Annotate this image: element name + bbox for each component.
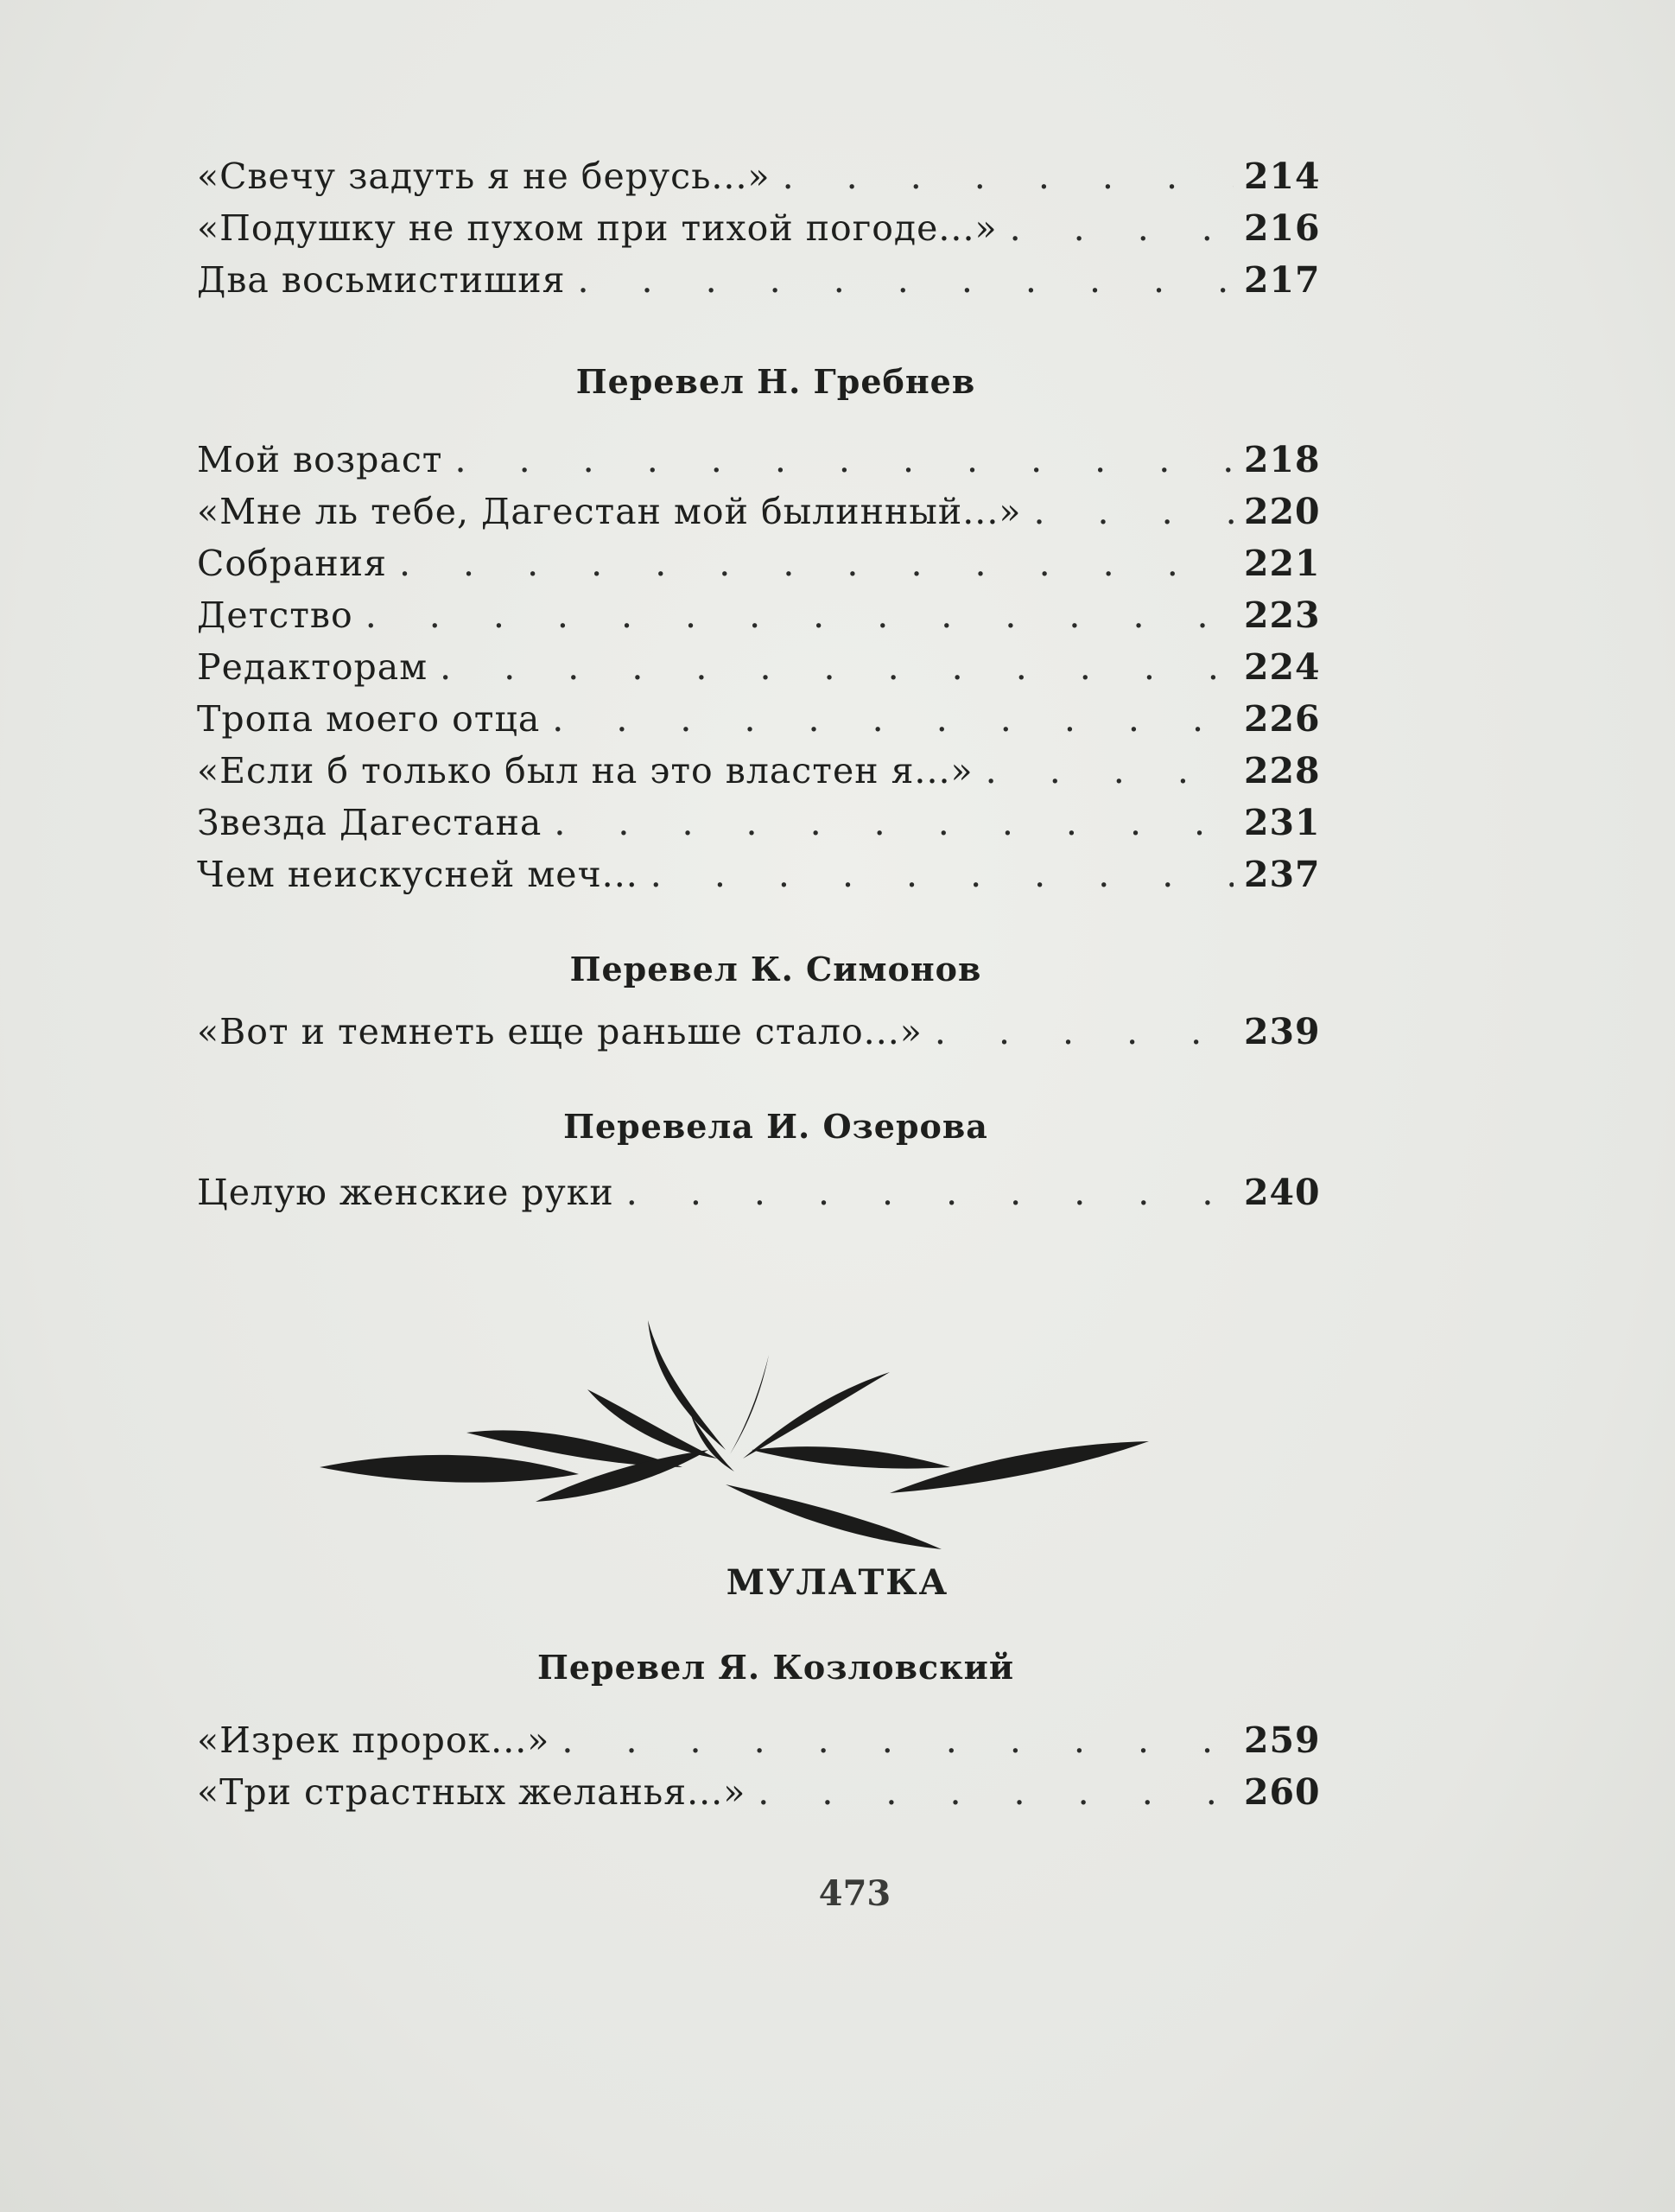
- toc-entry-title: «Если б только был на это властен я...»: [197, 750, 974, 791]
- toc-entry-title: Тропа моего отца: [197, 698, 541, 740]
- dot-leader: [1033, 491, 1234, 532]
- toc-entry-page: 217: [1244, 259, 1321, 301]
- toc-entry: [197, 439, 1320, 491]
- toc-entry-title: Два восьмистишия: [197, 259, 566, 301]
- toc-entry-page: 221: [1244, 543, 1321, 584]
- toc-entry-title: Собрания: [197, 543, 387, 584]
- dot-leader: [552, 698, 1234, 740]
- toc-entry: [197, 698, 1320, 750]
- toc-entry: [197, 594, 1320, 646]
- toc-entry-page: 231: [1244, 802, 1321, 843]
- toc-entry-title: Целую женские руки: [197, 1172, 614, 1213]
- dot-leader: [758, 1771, 1234, 1813]
- toc-entry-page: 260: [1244, 1771, 1321, 1813]
- toc-entry-title: «Три страстных желанья...»: [197, 1771, 746, 1813]
- toc-entry: [197, 259, 1320, 311]
- page-number: 473: [818, 1873, 891, 1914]
- toc-entry: [197, 1172, 1320, 1224]
- table-of-contents: [197, 156, 1320, 1224]
- toc-entry-page: 237: [1244, 854, 1321, 895]
- toc-entry: [197, 207, 1320, 259]
- toc-entry-title: «Подушку не пухом при тихой погоде...»: [197, 207, 998, 249]
- toc-entry-title: Редакторам: [197, 646, 428, 688]
- leaf-ornament-icon: [320, 1320, 1149, 1554]
- toc-entry-page: 240: [1244, 1172, 1321, 1213]
- dot-leader: [365, 594, 1234, 636]
- dot-leader: [1010, 207, 1234, 249]
- toc-entry: [197, 491, 1320, 543]
- dot-leader: [986, 750, 1234, 791]
- dot-leader: [626, 1172, 1234, 1213]
- section-contents: [197, 1642, 1320, 1823]
- translator-heading: Перевел Я. Козловский: [536, 1648, 1015, 1687]
- toc-entry: [197, 156, 1320, 207]
- toc-entry-page: 216: [1244, 207, 1321, 249]
- toc-entry: [197, 1719, 1320, 1771]
- dot-leader: [562, 1719, 1234, 1761]
- dot-leader: [577, 259, 1234, 301]
- toc-entry-title: Детство: [197, 594, 353, 636]
- toc-entry-title: «Изрек пророк...»: [197, 1719, 550, 1761]
- translator-heading: Перевел К. Симонов: [569, 950, 982, 988]
- toc-entry-page: 214: [1244, 156, 1321, 197]
- toc-entry: [197, 802, 1320, 854]
- dot-leader: [650, 854, 1234, 895]
- section-title: МУЛАТКА: [726, 1562, 949, 1603]
- toc-entry-page: 223: [1244, 594, 1321, 636]
- toc-entry: [197, 1011, 1320, 1063]
- toc-entry-page: 259: [1244, 1719, 1321, 1761]
- dot-leader: [399, 543, 1234, 584]
- toc-entry-title: Мой возраст: [197, 439, 443, 480]
- toc-entry-page: 218: [1244, 439, 1321, 480]
- toc-entry: [197, 750, 1320, 802]
- toc-entry-page: 220: [1244, 491, 1321, 532]
- toc-entry-page: 228: [1244, 750, 1321, 791]
- dot-leader: [783, 156, 1234, 197]
- toc-entry-title: «Вот и темнеть еще раньше стало...»: [197, 1011, 923, 1052]
- dot-leader: [935, 1011, 1234, 1052]
- dot-leader: [440, 646, 1234, 688]
- toc-entry: [197, 543, 1320, 594]
- toc-entry-title: Звезда Дагестана: [197, 802, 542, 843]
- toc-entry-title: «Свечу задуть я не берусь...»: [197, 156, 771, 197]
- toc-entry-page: 226: [1244, 698, 1321, 740]
- toc-entry-page: 224: [1244, 646, 1321, 688]
- translator-heading: Перевел Н. Гребнев: [575, 362, 976, 401]
- translator-heading: Перевела И. Озерова: [563, 1107, 988, 1146]
- toc-entry-page: 239: [1244, 1011, 1321, 1052]
- dot-leader: [455, 439, 1234, 480]
- dot-leader: [554, 802, 1234, 843]
- toc-entry: [197, 1771, 1320, 1823]
- toc-entry-title: «Мне ль тебе, Дагестан мой былинный...»: [197, 491, 1022, 532]
- toc-entry-title: Чем неискусней меч...: [197, 854, 638, 895]
- toc-entry: [197, 646, 1320, 698]
- toc-entry: [197, 854, 1320, 906]
